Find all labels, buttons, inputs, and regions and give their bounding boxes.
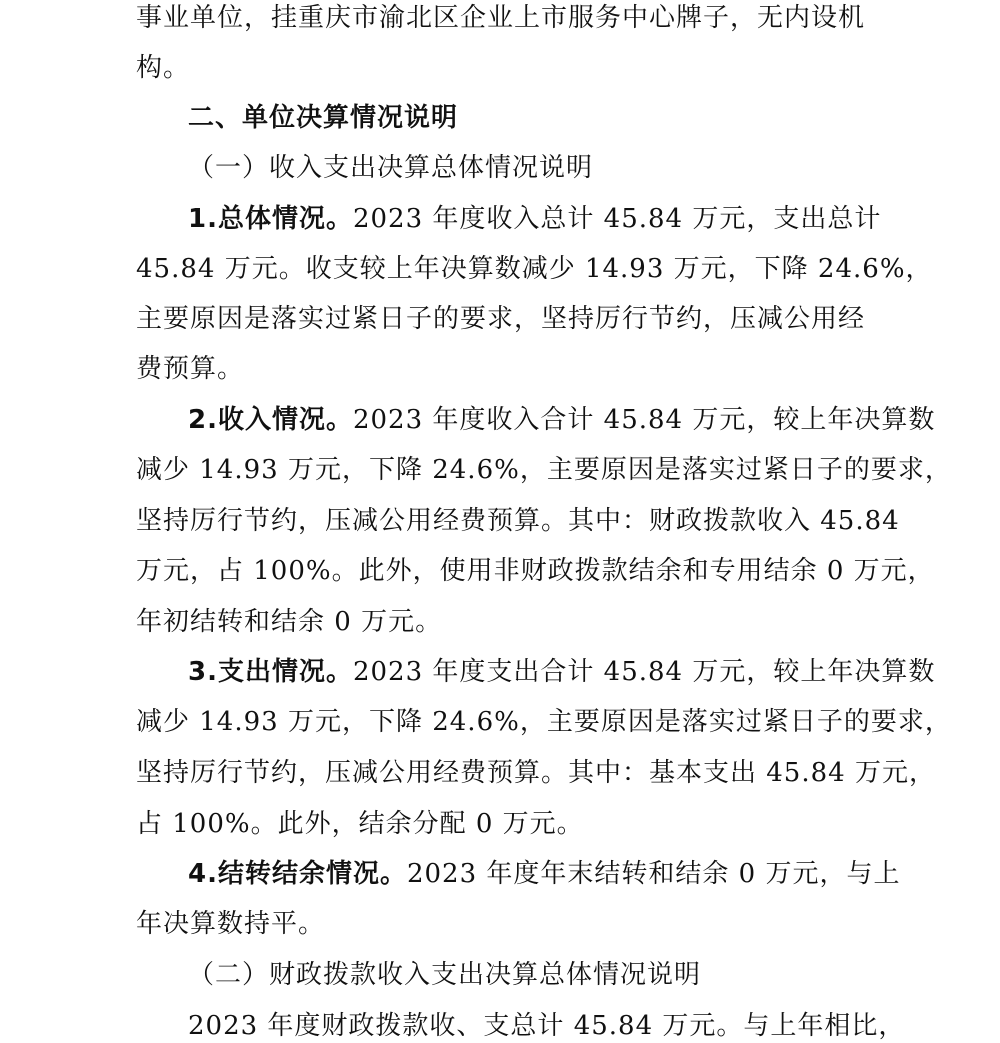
paragraph-first-line (188, 656, 936, 688)
paragraph-line: 费预算。 (136, 354, 245, 384)
paragraph-text: 2023 年度年末结转和结余 0 万元，与上 (406, 859, 901, 889)
paragraph-label: 4.结转结余情况。 (188, 859, 407, 889)
paragraph-line: 年初结转和结余 0 万元。 (136, 607, 443, 637)
paragraph-line: 占 100%。此外，结余分配 0 万元。 (136, 809, 584, 839)
paragraph-line: 45.84 万元。收支较上年决算数减少 14.93 万元，下降 24.6%， (136, 254, 933, 284)
paragraph-label: 3.支出情况。 (188, 657, 353, 687)
paragraph-label: 1.总体情况。 (188, 204, 353, 234)
section-heading: 二、单位决算情况说明 (188, 103, 459, 133)
paragraph-text: 2023 年度收入合计 45.84 万元，较上年决算数 (352, 405, 936, 435)
paragraph-line: 构。 (136, 53, 191, 83)
paragraph-line: 减少 14.93 万元，下降 24.6%，主要原因是落实过紧日子的要求， (136, 707, 952, 737)
paragraph-first-line (188, 858, 901, 890)
paragraph-line: 坚持厉行节约，压减公用经费预算。其中：财政拨款收入 45.84 (136, 506, 900, 536)
paragraph-line: 事业单位，挂重庆市渝北区企业上市服务中心牌子，无内设机 (136, 3, 866, 33)
paragraph-line: 年决算数持平。 (136, 909, 326, 939)
paragraph-line: 减少 14.93 万元，下降 24.6%，主要原因是落实过紧日子的要求， (136, 455, 952, 485)
paragraph-label: 2.收入情况。 (188, 405, 353, 435)
paragraph-first-line (188, 203, 882, 235)
paragraph-first-line (188, 404, 936, 436)
subsection-heading: （二）财政拨款收入支出决算总体情况说明 (188, 960, 702, 990)
paragraph-line: 坚持厉行节约，压减公用经费预算。其中：基本支出 45.84 万元， (136, 758, 936, 788)
paragraph-line: 万元，占 100%。此外，使用非财政拨款结余和专用结余 0 万元， (136, 556, 935, 586)
subsection-heading: （一）收入支出决算总体情况说明 (188, 153, 594, 183)
paragraph-text: 2023 年度收入总计 45.84 万元，支出总计 (352, 204, 882, 234)
paragraph-text: 2023 年度支出合计 45.84 万元，较上年决算数 (352, 657, 936, 687)
paragraph-first-line: 2023 年度财政拨款收、支总计 45.84 万元。与上年相比， (188, 1011, 906, 1041)
paragraph-line: 主要原因是落实过紧日子的要求，坚持厉行节约，压减公用经 (136, 304, 866, 334)
